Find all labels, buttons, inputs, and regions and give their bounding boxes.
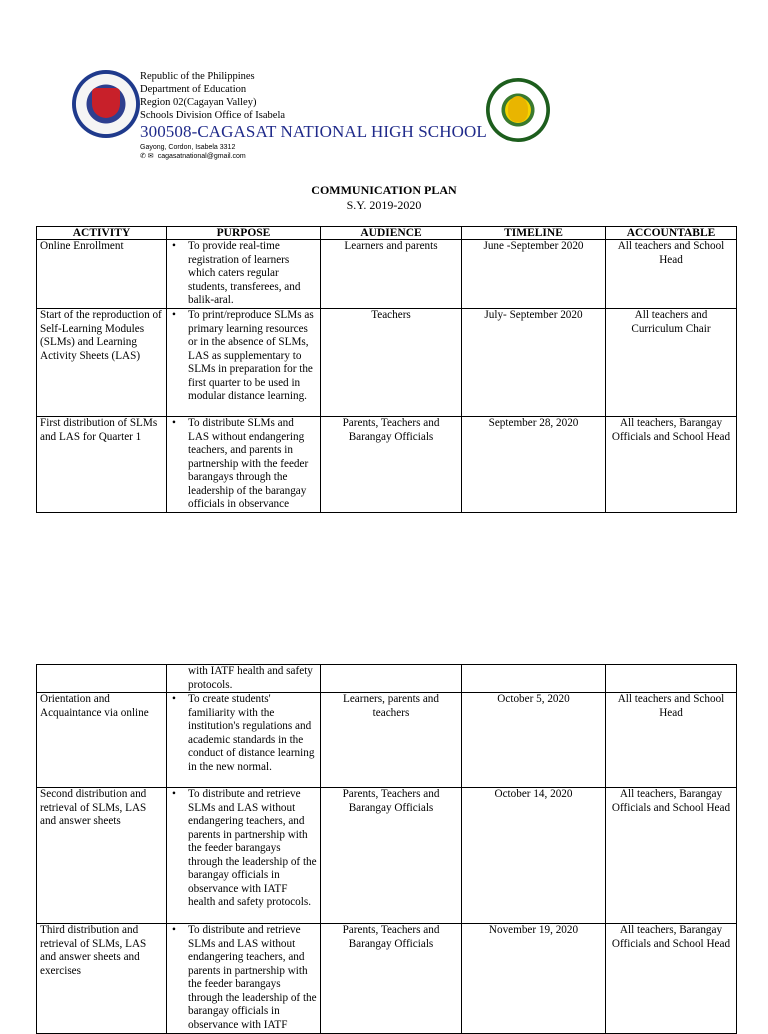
audience-cell: Parents, Teachers and Barangay Officials — [321, 788, 462, 924]
header-activity: ACTIVITY — [37, 227, 167, 240]
school-year: S.Y. 2019-2020 — [346, 198, 422, 212]
audience-cell: Parents, Teachers and Barangay Officials — [321, 924, 462, 1034]
bullet-icon: • — [172, 693, 176, 705]
accountable-cell: All teachers, Barangay Officials and School Head — [606, 788, 737, 924]
activity-cell: First distribution of SLMs and LAS for Quarter 1 — [37, 417, 167, 513]
activity-cell: Orientation and Acquaintance via online — [37, 693, 167, 788]
table-row — [37, 309, 737, 417]
audience-cell: Learners and parents — [321, 240, 462, 309]
table-row — [37, 240, 737, 309]
table-row — [37, 788, 737, 924]
accountable-cell: All teachers and School Head — [606, 693, 737, 788]
accountable-cell: All teachers and Curriculum Chair — [606, 309, 737, 417]
bullet-icon: • — [172, 309, 176, 321]
torch-icon — [508, 96, 528, 122]
purpose-cell: • To provide real-time registration of learners which caters regular students, transferees, and balik-aral. — [167, 240, 321, 309]
purpose-cell: • To distribute and retrieve SLMs and LAS without endangering teachers, and parents in partnership with the feeder barangays through the leadership of the barangay officials in observance with IATF — [167, 924, 321, 1034]
table-row-continuation — [37, 665, 737, 693]
activity-cell — [37, 665, 167, 693]
table-header-row — [37, 227, 737, 240]
letterhead — [0, 0, 768, 170]
table-row — [37, 924, 737, 1034]
timeline-cell: June -September 2020 — [462, 240, 606, 309]
header-timeline: TIMELINE — [462, 227, 606, 240]
header-line-division: Schools Division Office of Isabela — [140, 110, 286, 121]
activity-cell: Start of the reproduction of Self-Learning Modules (SLMs) and Learning Activity Sheets (LAS) — [37, 309, 167, 417]
bullet-icon: • — [172, 924, 176, 936]
bullet-icon: • — [172, 788, 176, 800]
purpose-cell: with IATF health and safety protocols. — [167, 665, 321, 693]
accountable-cell: All teachers and School Head — [606, 240, 737, 309]
phone-email-icon: ✆ ✉ — [140, 153, 154, 160]
accountable-cell: All teachers, Barangay Officials and School Head — [606, 417, 737, 513]
purpose-cell: • To distribute and retrieve SLMs and LAS without endangering teachers, and parents in partnership with the feeder barangays through the leadership of the barangay officials in observance with IATF health and safety protocols. — [167, 788, 321, 924]
activity-cell: Second distribution and retrieval of SLMs, LAS and answer sheets — [37, 788, 167, 924]
bullet-icon: • — [172, 240, 176, 252]
audience-cell: Parents, Teachers and Barangay Officials — [321, 417, 462, 513]
timeline-cell — [462, 665, 606, 693]
communication-plan-table — [36, 226, 737, 513]
deped-shield-icon — [92, 88, 120, 118]
header-audience: AUDIENCE — [321, 227, 462, 240]
activity-cell: Online Enrollment — [37, 240, 167, 309]
purpose-cell: • To distribute SLMs and LAS without endangering teachers, and parents in partnership with the feeder barangays through the leadership of the barangay officials in observance — [167, 417, 321, 513]
timeline-cell: October 5, 2020 — [462, 693, 606, 788]
audience-cell: Learners, parents and teachers — [321, 693, 462, 788]
header-accountable: ACCOUNTABLE — [606, 227, 737, 240]
document-title: COMMUNICATION PLAN — [311, 183, 457, 197]
header-line-department: Department of Education — [140, 84, 247, 95]
communication-plan-table-continued — [36, 664, 737, 1034]
school-address: Gayong, Cordon, Isabela 3312 — [140, 144, 236, 151]
purpose-cell: • To create students' familiarity with the institution's regulations and academic standards in the conduct of distance learning in the new normal. — [167, 693, 321, 788]
timeline-cell: September 28, 2020 — [462, 417, 606, 513]
bullet-icon: • — [172, 417, 176, 429]
accountable-cell — [606, 665, 737, 693]
purpose-cell: • To print/reproduce SLMs as primary learning resources or in the absence of SLMs, LAS as supplementary to SLMs in preparation for the first quarter to be used in modular distance learning. — [167, 309, 321, 417]
audience-cell: Teachers — [321, 309, 462, 417]
timeline-cell: July- September 2020 — [462, 309, 606, 417]
deped-seal-logo — [72, 70, 140, 138]
audience-cell — [321, 665, 462, 693]
school-contact — [140, 152, 246, 160]
table-row — [37, 693, 737, 788]
school-email: cagasatnational@gmail.com — [157, 153, 246, 160]
header-line-region: Region 02(Cagayan Valley) — [140, 97, 257, 108]
header-line-republic: Republic of the Philippines — [140, 71, 255, 82]
timeline-cell: October 14, 2020 — [462, 788, 606, 924]
activity-cell: Third distribution and retrieval of SLMs, LAS and answer sheets and exercises — [37, 924, 167, 1034]
school-seal-logo — [486, 78, 550, 142]
timeline-cell: November 19, 2020 — [462, 924, 606, 1034]
table-row — [37, 417, 737, 513]
accountable-cell: All teachers, Barangay Officials and School Head — [606, 924, 737, 1034]
header-purpose: PURPOSE — [167, 227, 321, 240]
school-name: 300508-CAGASAT NATIONAL HIGH SCHOOL — [140, 122, 487, 141]
